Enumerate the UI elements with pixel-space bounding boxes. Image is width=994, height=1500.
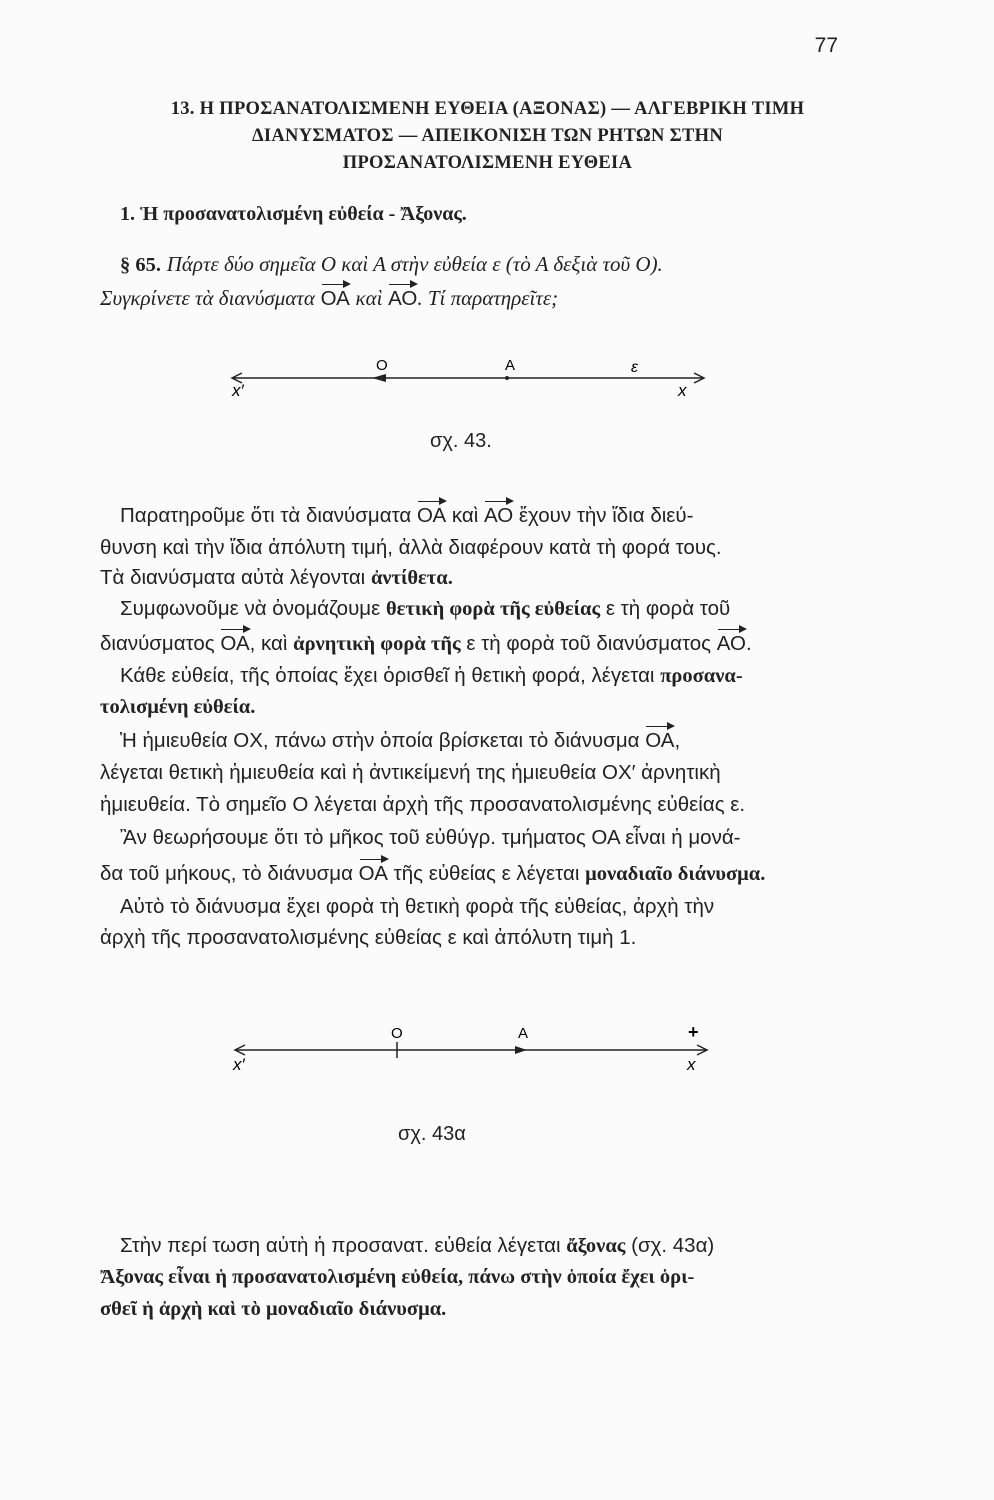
vector-AO: ΑΟ	[484, 504, 514, 527]
point-A	[505, 376, 509, 380]
text: ε τὴ φορὰ τοῦ διανύσματος	[466, 632, 712, 655]
text: .	[745, 632, 752, 655]
label-A: Α	[505, 357, 516, 374]
label-O: Ο	[391, 1025, 403, 1042]
figure-43	[220, 352, 720, 402]
p7-line-2: Ἄξονας εἶναι ἡ προσανατολισμένη εὐθεία, πάνω στὴν ὁποία ἔχει ὁρι-	[100, 1266, 695, 1288]
text: καὶ	[451, 504, 479, 527]
label-x-prime: x′	[233, 1055, 245, 1074]
section-title-line: ΠΡΟΣΑΝΑΤΟΛΙΣΜΕΝΗ ΕΥΘΕΙΑ	[342, 153, 633, 173]
p1-line-3	[100, 566, 453, 590]
text: , καὶ	[249, 632, 288, 655]
vector-AO: ΑΟ	[716, 632, 746, 655]
vector-OA: ΟΑ	[358, 862, 388, 885]
exercise-text: Πάρτε δύο σημεῖα Ο καὶ Α στὴν εὐθεία ε (τὸ Α δεξιὰ τοῦ Ο).	[166, 252, 663, 276]
p4-line-1	[120, 729, 680, 753]
text: (σχ. 43α)	[631, 1234, 715, 1257]
page-number: 77	[814, 34, 838, 57]
text: ἔχουν τὴν ἴδια διεύ-	[518, 504, 694, 527]
term-positive-direction: θετικὴ φορὰ τῆς εὐθείας	[385, 598, 601, 620]
vector-OA: ΟΑ	[320, 287, 350, 310]
p2-line-1	[120, 597, 730, 621]
figure-43a-caption: σχ. 43α	[398, 1123, 466, 1145]
label-x: x	[687, 1055, 696, 1074]
section-title-line: ΔΙΑΝΥΣΜΑΤΟΣ — ΑΠΕΙΚΟΝΙΣΗ ΤΩΝ ΡΗΤΩΝ ΣΤΗΝ	[251, 126, 723, 146]
exercise-text: . Τί παρατηρεῖτε;	[417, 286, 559, 310]
p1-line-1	[120, 504, 693, 528]
text: δα τοῦ μήκους, τὸ διάνυσμα	[100, 862, 353, 885]
text: διανύσματος	[100, 632, 215, 655]
p5-line-1: Ἂν θεωρήσουμε ὅτι τὸ μῆκος τοῦ εὐθύγρ. τμήματος ΟΑ εἶναι ἡ μονά-	[120, 826, 741, 849]
exercise-number: § 65.	[120, 254, 161, 276]
text: ,	[674, 729, 681, 752]
label-x: x	[678, 381, 687, 400]
term-negative-direction: ἀρνητικὴ φορὰ τῆς	[293, 633, 461, 655]
p6-line-2: ἀρχὴ τῆς προσανατολισμένης εὐθείας ε καὶ ἀπόλυτη τιμὴ 1.	[100, 926, 637, 949]
term-oriented-line: προσανα-	[660, 665, 743, 687]
exercise-text: καὶ	[355, 286, 383, 310]
p7-line-3: σθεῖ ἡ ἀρχὴ καὶ τὸ μοναδιαῖο διάνυσμα.	[100, 1298, 447, 1320]
exercise-line-2	[100, 286, 558, 311]
term-unit-vector: μοναδιαῖο διάνυσμα.	[585, 863, 766, 885]
text: Ἡ ἡμιευθεία ΟΧ, πάνω στὴν ὁποία βρίσκεται τὸ διάνυσμα	[120, 729, 640, 752]
p5-line-2	[100, 862, 765, 886]
text: ε τὴ φορὰ τοῦ	[605, 597, 731, 620]
text: Κάθε εὐθεία, τῆς ὁποίας ἔχει ὁρισθεῖ ἡ θετικὴ φορά, λέγεται	[120, 664, 655, 687]
p4-line-2: λέγεται θετικὴ ἡμιευθεία καὶ ἡ ἀντικείμενή της ἡμιευθεία ΟΧ′ ἀρνητικὴ	[100, 761, 721, 784]
text: Τὰ διανύσματα αὐτὰ λέγονται	[100, 566, 366, 589]
label-O: Ο	[376, 357, 388, 374]
exercise-text: Συγκρίνετε τὰ διανύσματα	[100, 286, 315, 310]
exercise-line-1	[120, 252, 663, 277]
text: τῆς εὐθείας ε λέγεται	[393, 862, 580, 885]
figure-43-caption: σχ. 43.	[430, 430, 492, 452]
section-title	[100, 96, 875, 177]
text: Συμφωνοῦμε νὰ ὀνομάζουμε	[120, 597, 381, 620]
label-x-prime: x′	[232, 381, 244, 400]
section-title-line: 13. Η ΠΡΟΣΑΝΑΤΟΛΙΣΜΕΝΗ ΕΥΘΕΙΑ (ΑΞΟΝΑΣ) — ΑΛΓΕΒΡΙΚΗ ΤΙΜΗ	[170, 99, 805, 119]
vector-AO: ΑΟ	[388, 287, 418, 310]
figure-43a	[225, 1018, 725, 1078]
label-epsilon: ε	[631, 359, 639, 376]
vector-AO-arrow-icon	[372, 374, 386, 382]
subsection-heading: 1. Ἡ προσανατολισμένη εὐθεία - Ἄξονας.	[120, 203, 467, 225]
p1-line-2: θυνση καὶ τὴν ἴδια ἀπόλυτη τιμή, ἀλλὰ διαφέρουν κατὰ τὴ φορά τους.	[100, 536, 722, 559]
vector-OA: ΟΑ	[220, 632, 250, 655]
p3-line-2: τολισμένη εὐθεία.	[100, 696, 256, 718]
p3-line-1	[120, 664, 743, 688]
term-axis: ἄξονας	[566, 1235, 626, 1257]
label-plus: +	[688, 1022, 699, 1042]
p6-line-1: Αὐτὸ τὸ διάνυσμα ἔχει φορὰ τὴ θετικὴ φορὰ τῆς εὐθείας, ἀρχὴ τὴν	[120, 895, 715, 918]
vector-OA: ΟΑ	[645, 729, 675, 752]
text: Παρατηροῦμε ὅτι τὰ διανύσματα	[120, 504, 412, 527]
p4-line-3: ἡμιευθεία. Τὸ σημεῖο Ο λέγεται ἀρχὴ τῆς προσανατολισμένης εὐθείας ε.	[100, 793, 746, 816]
label-A: Α	[518, 1025, 529, 1042]
unit-vector-arrow-icon	[515, 1046, 527, 1054]
p2-line-2	[100, 632, 752, 656]
term-antitheta: ἀντίθετα.	[370, 567, 453, 589]
text: Στὴν περί τωση αὐτὴ ἡ προσανατ. εὐθεία λέγεται	[120, 1234, 561, 1257]
p7-line-1	[120, 1234, 714, 1258]
vector-OA: ΟΑ	[416, 504, 447, 527]
